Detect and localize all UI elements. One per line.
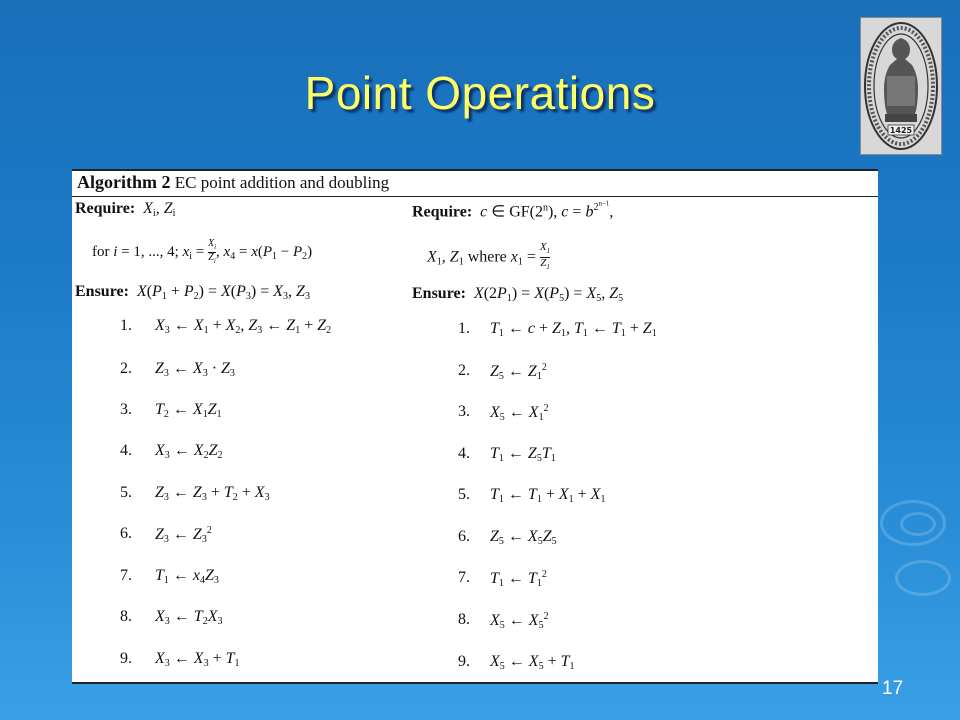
doubling-step-4: T1 ← Z5T1 <box>490 445 556 464</box>
step-number: 9. <box>458 653 470 670</box>
addition-for: for i = 1, ..., 4; $x_i$ = $\frac{X_i}{Z_i}$ , $x_4 = x(P_1 - P_2)$ <box>92 238 313 265</box>
doubling-step-6: Z5 ← X5Z5 <box>490 528 557 547</box>
step-number: 2. <box>458 362 470 379</box>
seal-icon <box>861 18 941 154</box>
step-number: 8. <box>120 608 132 625</box>
algorithm-label: Algorithm 2 <box>77 172 171 192</box>
addition-step-7: T1 ← x4Z3 <box>155 567 219 586</box>
addition-ensure: Ensure: X(P1 + P2) = X(P3) = X3, Z3 <box>75 283 310 302</box>
addition-step-5: Z3 ← Z3 + T2 + X3 <box>155 484 270 503</box>
step-number: 5. <box>120 484 132 501</box>
algorithm-caption: EC point addition and doubling <box>174 173 390 192</box>
step-number: 2. <box>120 360 132 377</box>
doubling-step-1: T1 ← c + Z1, T1 ← T1 + Z1 <box>490 320 657 339</box>
addition-step-4: X3 ← X2Z2 <box>155 442 223 461</box>
doubling-ensure: Ensure: X(2P1) = X(P5) = X5, Z5 <box>412 285 624 304</box>
step-number: 7. <box>458 569 470 586</box>
university-seal-logo <box>860 17 942 155</box>
step-number: 1. <box>458 320 470 337</box>
step-number: 4. <box>120 442 132 459</box>
doubling-step-9: X5 ← X5 + T1 <box>490 653 575 672</box>
doubling-where: X1, Z1 where x1 = $\frac{X_1}{Z_1}$ <box>427 241 551 272</box>
step-number: 6. <box>120 525 132 542</box>
addition-step-1: X3 ← X1 + X2, Z3 ← Z1 + Z2 <box>155 317 332 336</box>
addition-step-6: Z3 ← $Z3^2$ <box>155 525 212 545</box>
doubling-step-3: X5 ← $X1^2$ <box>490 403 549 423</box>
slide-title: Point Operations <box>304 67 656 119</box>
step-number: 5. <box>458 486 470 503</box>
step-number: 3. <box>458 403 470 420</box>
top-rule <box>72 169 878 171</box>
algorithm-heading <box>77 172 389 193</box>
addition-step-8: X3 ← T2X3 <box>155 608 223 627</box>
doubling-step-7: T1 ← $T1^2$ <box>490 569 547 589</box>
step-number: 3. <box>120 401 132 418</box>
addition-step-9: X3 ← X3 + T1 <box>155 650 240 669</box>
ripple-decoration <box>895 560 951 596</box>
step-number: 6. <box>458 528 470 545</box>
step-number: 4. <box>458 445 470 462</box>
step-number: 8. <box>458 611 470 628</box>
doubling-step-2: Z5 ← $Z1^2$ <box>490 362 547 382</box>
step-number: 1. <box>120 317 132 334</box>
step-number: 9. <box>120 650 132 667</box>
ripple-decoration <box>900 512 936 536</box>
heading-rule <box>72 196 878 197</box>
doubling-require: Require: c ∈ GF(2$^n$), $c = b^{2^{n-1}}$, <box>412 200 614 221</box>
algorithm-panel <box>72 169 878 684</box>
addition-step-3: T2 ← X1Z1 <box>155 401 222 420</box>
slide-number: 17 <box>882 678 904 699</box>
addition-step-2: Z3 ← X3 · Z3 <box>155 360 235 379</box>
doubling-step-8: X5 ← $X5^2$ <box>490 611 549 631</box>
doubling-step-5: T1 ← T1 + X1 + X1 <box>490 486 606 505</box>
addition-require: Require: Xi, Zi <box>75 200 176 219</box>
step-number: 7. <box>120 567 132 584</box>
seal-year: 1425 <box>889 126 913 135</box>
